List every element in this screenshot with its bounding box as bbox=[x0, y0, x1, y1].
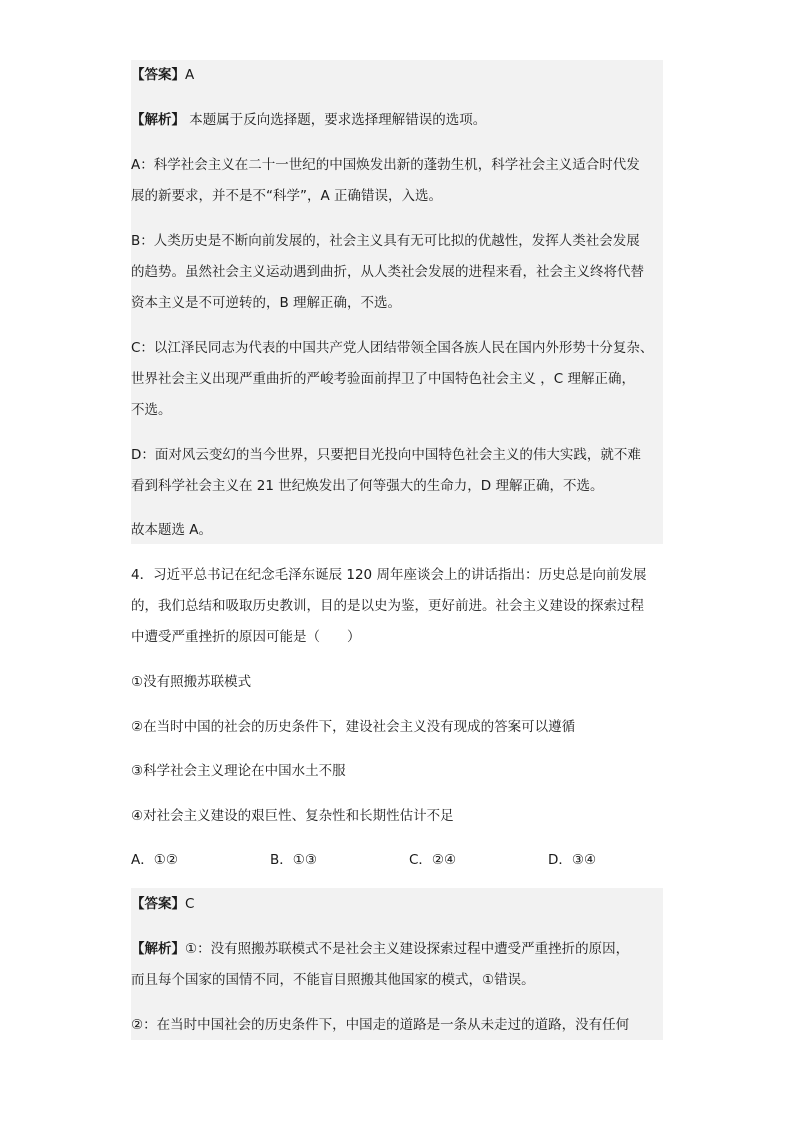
answer-label: 【答案】 bbox=[131, 896, 185, 912]
q3-answer bbox=[131, 65, 671, 85]
q4-stem-line-3: 中遭受严重挫折的原因可能是（ ） bbox=[131, 629, 361, 645]
q4-analysis-line-3: ②：在当时中国社会的历史条件下，中国走的道路是一条从未走过的道路，没有任何 bbox=[131, 1017, 630, 1033]
q3-analysis-c-line-1: C：以江泽民同志为代表的中国共产党人团结带领全国各族人民在国内外形势十分复杂、 bbox=[131, 340, 654, 356]
answer-label: 【答案】 bbox=[131, 67, 185, 83]
q4-item-4: ④对社会主义建设的艰巨性、复杂性和长期性估计不足 bbox=[131, 808, 454, 824]
q4-analysis-line-2: 而且每个国家的国情不同，不能盲目照搬其他国家的模式，①错误。 bbox=[131, 972, 535, 988]
q4-option-d: D．③④ bbox=[548, 852, 597, 868]
q4-analysis-line-1 bbox=[131, 939, 671, 959]
q3-analysis-d-line-1: D：面对风云变幻的当今世界，只要把目光投向中国特色社会主义的伟大实践，就不难 bbox=[131, 447, 641, 463]
q3-analysis-b-line-1: B：人类历史是不断向前发展的，社会主义具有无可比拟的优越性，发挥人类社会发展 bbox=[131, 233, 640, 249]
q3-analysis-c-line-2: 世界社会主义出现严重曲折的严峻考验面前捍卫了中国特色社会主义 ，C 理解正确， bbox=[131, 371, 636, 387]
analysis-intro-text: 本题属于反向选择题，要求选择理解错误的选项。 bbox=[185, 112, 487, 128]
q4-option-c: C．②④ bbox=[409, 852, 457, 868]
q4-item-1: ①没有照搬苏联模式 bbox=[131, 674, 252, 690]
q4-stem-line-2: 的，我们总结和吸取历史教训，目的是以史为鉴，更好前进。社会主义建设的探索过程 bbox=[131, 598, 644, 614]
q3-conclusion: 故本题选 A。 bbox=[131, 522, 213, 538]
q3-analysis-b-line-2: 的趋势。虽然社会主义运动遇到曲折，从人类社会发展的进程来看，社会主义终将代替 bbox=[131, 264, 644, 280]
q3-analysis-b-line-3: 资本主义是不可逆转的，B 理解正确，不选。 bbox=[131, 295, 402, 311]
q4-stem-line-1: 4．习近平总书记在纪念毛泽东诞辰 120 周年座谈会上的讲话指出：历史总是向前发展 bbox=[131, 567, 647, 583]
q3-analysis-a-line-2: 展的新要求，并不是不“科学”，A 正确错误，入选。 bbox=[131, 188, 443, 204]
q4-options bbox=[131, 850, 671, 870]
q3-analysis-a-line-1: A：科学社会主义在二十一世纪的中国焕发出新的蓬勃生机，科学社会主义适合时代发 bbox=[131, 157, 640, 173]
analysis-line-1-text: ①：没有照搬苏联模式不是社会主义建设探索过程中遭受严重挫折的原因， bbox=[185, 941, 630, 957]
q4-item-2: ②在当时中国的社会的历史条件下，建设社会主义没有现成的答案可以遵循 bbox=[131, 719, 576, 735]
q4-answer bbox=[131, 894, 671, 914]
q4-option-b: B．①③ bbox=[270, 852, 317, 868]
q4-option-a: A．①② bbox=[131, 852, 178, 868]
q3-analysis-c-line-3: 不选。 bbox=[131, 402, 172, 418]
q4-item-3: ③科学社会主义理论在中国水土不服 bbox=[131, 763, 346, 779]
answer-value: A bbox=[185, 67, 195, 83]
analysis-label: 【解析】 bbox=[131, 941, 185, 957]
analysis-label: 【解析】 bbox=[131, 112, 185, 128]
q3-analysis-intro bbox=[131, 110, 671, 130]
answer-value: C bbox=[185, 896, 195, 912]
q3-analysis-d-line-2: 看到科学社会主义在 21 世纪焕发出了何等强大的生命力，D 理解正确，不选。 bbox=[131, 478, 604, 494]
